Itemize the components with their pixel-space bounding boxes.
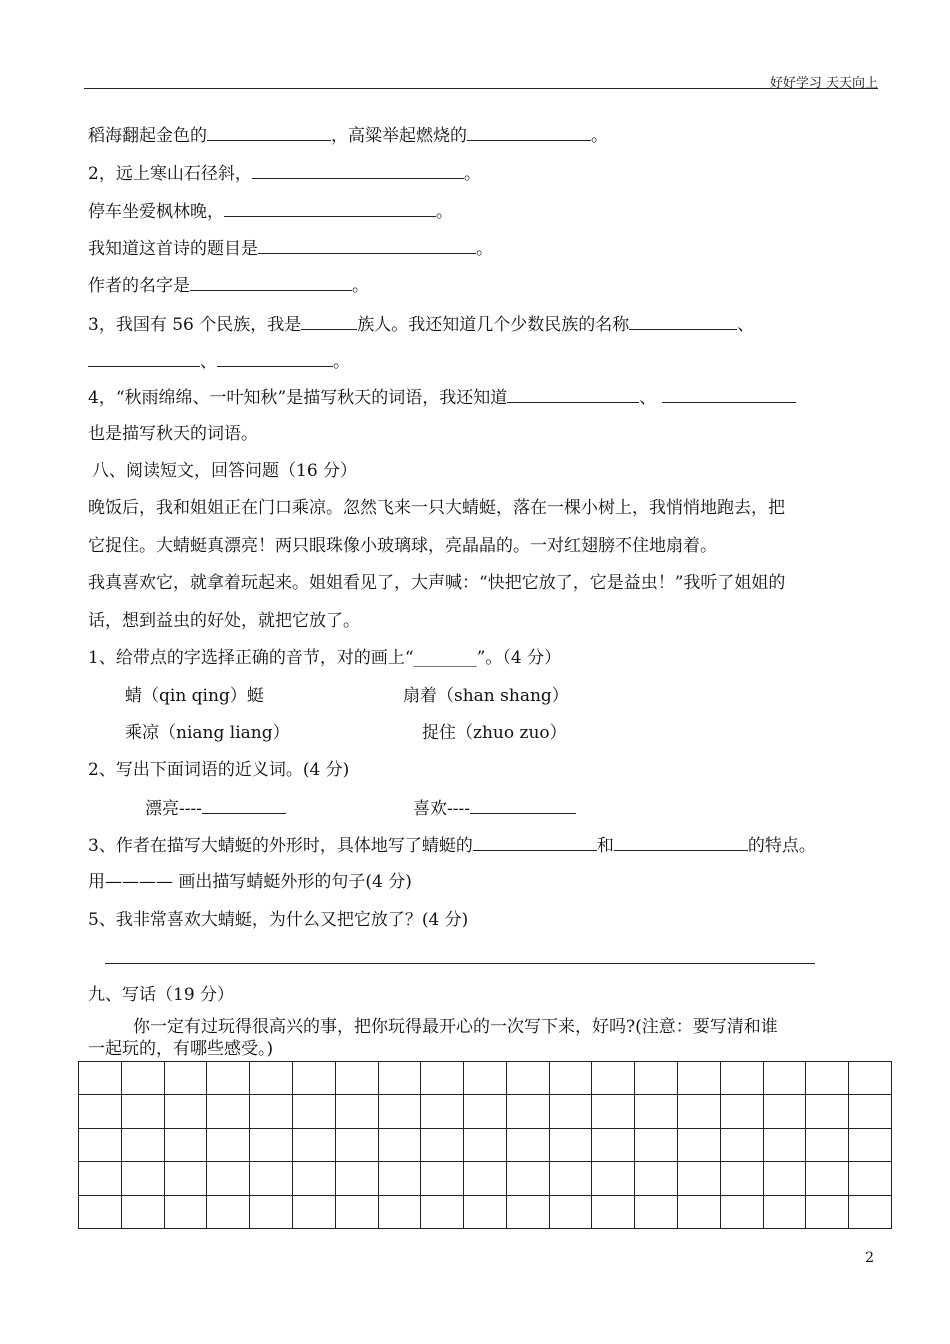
grid-cell[interactable] — [550, 1162, 593, 1195]
blank-field[interactable] — [224, 200, 436, 217]
grid-cell[interactable] — [79, 1062, 122, 1095]
period: 。 — [476, 239, 493, 259]
blank-field[interactable] — [190, 274, 352, 291]
grid-cell[interactable] — [250, 1196, 293, 1229]
grid-cell[interactable] — [764, 1129, 807, 1162]
grid-cell[interactable] — [721, 1129, 764, 1162]
q4-line-2: 也是描写秋天的词语。 — [88, 424, 258, 444]
pinyin-choice[interactable]: 扇着（shan shang） — [403, 686, 569, 706]
synonym-item-2 — [413, 797, 576, 820]
grid-cell[interactable] — [721, 1162, 764, 1195]
grid-cell[interactable] — [592, 1095, 635, 1128]
grid-cell[interactable] — [79, 1196, 122, 1229]
q3-text-d: 、 — [200, 352, 217, 372]
grid-cell[interactable] — [421, 1062, 464, 1095]
blank-field[interactable] — [301, 313, 357, 330]
grid-cell[interactable] — [122, 1095, 165, 1128]
grid-cell[interactable] — [678, 1095, 721, 1128]
q4-line-1 — [88, 386, 796, 409]
grid-cell[interactable] — [592, 1196, 635, 1229]
grid-cell[interactable] — [122, 1062, 165, 1095]
grid-cell[interactable] — [421, 1196, 464, 1229]
grid-cell[interactable] — [293, 1095, 336, 1128]
grid-cell[interactable] — [678, 1062, 721, 1095]
grid-cell[interactable] — [764, 1062, 807, 1095]
passage-line: 它捉住。大蜻蜓真漂亮！两只眼珠像小玻璃球，亮晶晶的。一对红翅膀不住地扇着。 — [88, 536, 717, 556]
grid-cell[interactable] — [336, 1162, 379, 1195]
grid-cell[interactable] — [678, 1162, 721, 1195]
grid-cell[interactable] — [635, 1062, 678, 1095]
blank-field[interactable] — [258, 237, 476, 254]
grid-cell[interactable] — [379, 1062, 422, 1095]
q3-text-b: 族人。我还知道几个少数民族的名称 — [357, 315, 630, 335]
synonym-word: 喜欢---- — [413, 799, 470, 819]
grid-cell[interactable] — [165, 1162, 208, 1195]
grid-cell[interactable] — [806, 1162, 849, 1195]
blank-field[interactable] — [202, 797, 286, 814]
grid-cell[interactable] — [165, 1196, 208, 1229]
author-text: 作者的名字是 — [88, 276, 190, 296]
blank-field[interactable] — [467, 124, 591, 141]
grid-cell[interactable] — [122, 1129, 165, 1162]
grid-cell[interactable] — [507, 1162, 550, 1195]
q1-line — [88, 124, 608, 147]
grid-cell[interactable] — [250, 1062, 293, 1095]
grid-cell[interactable] — [507, 1062, 550, 1095]
section9-title: 九、写话（19 分） — [88, 985, 235, 1005]
grid-cell[interactable] — [635, 1196, 678, 1229]
grid-cell[interactable] — [293, 1196, 336, 1229]
mark-blank[interactable]: _______ — [413, 649, 477, 667]
q4-text-a: 4，“秋雨绵绵、一叶知秋”是描写秋天的词语，我还知道 — [88, 388, 508, 408]
grid-cell[interactable] — [806, 1062, 849, 1095]
grid-cell[interactable] — [464, 1095, 507, 1128]
grid-cell[interactable] — [207, 1162, 250, 1195]
grid-cell[interactable] — [550, 1129, 593, 1162]
grid-cell[interactable] — [592, 1062, 635, 1095]
q1-text-c: 。 — [591, 126, 608, 146]
grid-cell[interactable] — [207, 1196, 250, 1229]
s8-q1-text-a: 1、给带点的字选择正确的音节，对的画上“ — [88, 648, 414, 668]
blank-field[interactable] — [473, 834, 597, 851]
writing-prompt-line-1: 你一定有过玩得很高兴的事，把你玩得最开心的一次写下来，好吗?(注意：要写清和谁 — [133, 1017, 778, 1037]
grid-cell[interactable] — [806, 1129, 849, 1162]
grid-cell[interactable] — [849, 1095, 892, 1128]
grid-cell[interactable] — [250, 1095, 293, 1128]
grid-cell[interactable] — [507, 1196, 550, 1229]
q4-text-b: 、 — [639, 388, 657, 408]
grid-cell[interactable] — [550, 1062, 593, 1095]
blank-field[interactable] — [88, 350, 200, 367]
grid-cell[interactable] — [806, 1196, 849, 1229]
s8-q3-text-c: 的特点。 — [747, 836, 816, 856]
passage-line: 话，想到益虫的好处，就把它放了。 — [88, 611, 360, 631]
s8-q1-line — [88, 647, 561, 669]
poem-line-1 — [88, 162, 481, 185]
grid-cell[interactable] — [764, 1162, 807, 1195]
grid-cell[interactable] — [464, 1162, 507, 1195]
writing-grid[interactable] — [78, 1061, 892, 1229]
grid-cell[interactable] — [635, 1095, 678, 1128]
grid-cell[interactable] — [79, 1095, 122, 1128]
answer-line[interactable] — [105, 963, 815, 964]
grid-cell[interactable] — [849, 1062, 892, 1095]
grid-cell[interactable] — [250, 1162, 293, 1195]
blank-field[interactable] — [614, 834, 748, 851]
grid-cell[interactable] — [678, 1196, 721, 1229]
passage-line: 我真喜欢它，就拿着玩起来。姐姐看见了，大声喊：“快把它放了，它是益虫！”我听了姐姐的 — [88, 573, 786, 593]
grid-cell[interactable] — [379, 1129, 422, 1162]
s8-q2-title: 2、写出下面词语的近义词。(4 分) — [88, 760, 350, 780]
grid-cell[interactable] — [421, 1095, 464, 1128]
grid-cell[interactable] — [379, 1196, 422, 1229]
blank-field[interactable] — [507, 386, 639, 403]
grid-cell[interactable] — [849, 1196, 892, 1229]
grid-cell[interactable] — [550, 1095, 593, 1128]
grid-cell[interactable] — [379, 1162, 422, 1195]
grid-cell[interactable] — [122, 1196, 165, 1229]
grid-cell[interactable] — [592, 1162, 635, 1195]
grid-cell[interactable] — [464, 1062, 507, 1095]
grid-cell[interactable] — [464, 1196, 507, 1229]
s8-q3-line — [88, 834, 816, 857]
period: 。 — [352, 276, 369, 296]
grid-cell[interactable] — [635, 1162, 678, 1195]
period: 。 — [463, 164, 481, 184]
grid-cell[interactable] — [678, 1129, 721, 1162]
s8-q4-line: 用———— 画出描写蜻蜓外形的句子(4 分) — [88, 872, 412, 892]
grid-cell[interactable] — [250, 1129, 293, 1162]
grid-cell[interactable] — [207, 1129, 250, 1162]
q3-line-2 — [88, 350, 350, 373]
grid-cell[interactable] — [507, 1129, 550, 1162]
s8-q3-text-b: 和 — [596, 836, 614, 856]
grid-cell[interactable] — [806, 1095, 849, 1128]
poem-text: 2，远上寒山石径斜， — [88, 164, 252, 184]
header-divider — [84, 88, 878, 89]
grid-cell[interactable] — [421, 1162, 464, 1195]
synonym-word: 漂亮---- — [145, 799, 202, 819]
poem-text: 停车坐爱枫林晚， — [88, 202, 224, 222]
grid-cell[interactable] — [721, 1062, 764, 1095]
synonym-item-1 — [145, 797, 286, 820]
q3-text-a: 3，我国有 56 个民族，我是 — [88, 315, 302, 335]
blank-field[interactable] — [207, 124, 331, 141]
grid-cell[interactable] — [592, 1129, 635, 1162]
blank-field[interactable] — [217, 350, 333, 367]
grid-cell[interactable] — [293, 1162, 336, 1195]
grid-cell[interactable] — [764, 1095, 807, 1128]
grid-cell[interactable] — [165, 1095, 208, 1128]
q3-text-e: 。 — [333, 352, 350, 372]
section8-title: 八、阅读短文，回答问题（16 分） — [92, 461, 358, 481]
blank-field[interactable] — [662, 386, 796, 403]
grid-cell[interactable] — [122, 1162, 165, 1195]
grid-cell[interactable] — [379, 1095, 422, 1128]
pinyin-choice[interactable]: 捉住（zhuo zuo） — [422, 723, 567, 743]
blank-field[interactable] — [252, 162, 464, 179]
q3-line-1 — [88, 313, 754, 336]
q1-text-a: 稻海翻起金色的 — [88, 126, 207, 146]
grid-cell[interactable] — [165, 1129, 208, 1162]
blank-field[interactable] — [629, 313, 737, 330]
grid-cell[interactable] — [207, 1095, 250, 1128]
grid-cell[interactable] — [79, 1162, 122, 1195]
q1-text-b: ，高粱举起燃烧的 — [331, 126, 467, 146]
grid-cell[interactable] — [336, 1095, 379, 1128]
period: 。 — [436, 202, 453, 222]
poem-title-line — [88, 237, 493, 260]
passage-line: 晚饭后，我和姐姐正在门口乘凉。忽然飞来一只大蜻蜓，落在一棵小树上，我悄悄地跑去，把 — [88, 498, 785, 518]
pinyin-choice[interactable]: 乘凉（niang liang） — [125, 723, 290, 743]
writing-prompt-line-2: 一起玩的，有哪些感受。) — [88, 1039, 274, 1059]
grid-cell[interactable] — [336, 1129, 379, 1162]
grid-cell[interactable] — [421, 1129, 464, 1162]
grid-cell[interactable] — [207, 1062, 250, 1095]
grid-cell[interactable] — [293, 1129, 336, 1162]
grid-cell[interactable] — [293, 1062, 336, 1095]
grid-cell[interactable] — [849, 1129, 892, 1162]
grid-cell[interactable] — [635, 1129, 678, 1162]
s8-q5-line: 5、我非常喜欢大蜻蜓，为什么又把它放了？(4 分) — [88, 910, 469, 930]
author-line — [88, 274, 369, 297]
grid-cell[interactable] — [165, 1062, 208, 1095]
s8-q1-text-b: ”。（4 分） — [476, 648, 562, 668]
grid-cell[interactable] — [849, 1162, 892, 1195]
grid-cell[interactable] — [336, 1062, 379, 1095]
blank-field[interactable] — [470, 797, 576, 814]
page-number: 2 — [865, 1250, 874, 1266]
pinyin-choice[interactable]: 蜻（qin qing）蜓 — [125, 686, 264, 706]
grid-cell[interactable] — [464, 1129, 507, 1162]
grid-cell[interactable] — [79, 1129, 122, 1162]
grid-cell[interactable] — [764, 1196, 807, 1229]
grid-cell[interactable] — [550, 1196, 593, 1229]
grid-cell[interactable] — [721, 1095, 764, 1128]
poem-line-2 — [88, 200, 453, 223]
grid-cell[interactable] — [721, 1196, 764, 1229]
header-slogan: 好好学习 天天向上 — [769, 76, 878, 91]
poem-title-text: 我知道这首诗的题目是 — [88, 239, 258, 259]
grid-cell[interactable] — [336, 1196, 379, 1229]
grid-cell[interactable] — [507, 1095, 550, 1128]
q3-text-c: 、 — [737, 315, 755, 335]
s8-q3-text-a: 3、作者在描写大蜻蜓的外形时，具体地写了蜻蜓的 — [88, 836, 473, 856]
